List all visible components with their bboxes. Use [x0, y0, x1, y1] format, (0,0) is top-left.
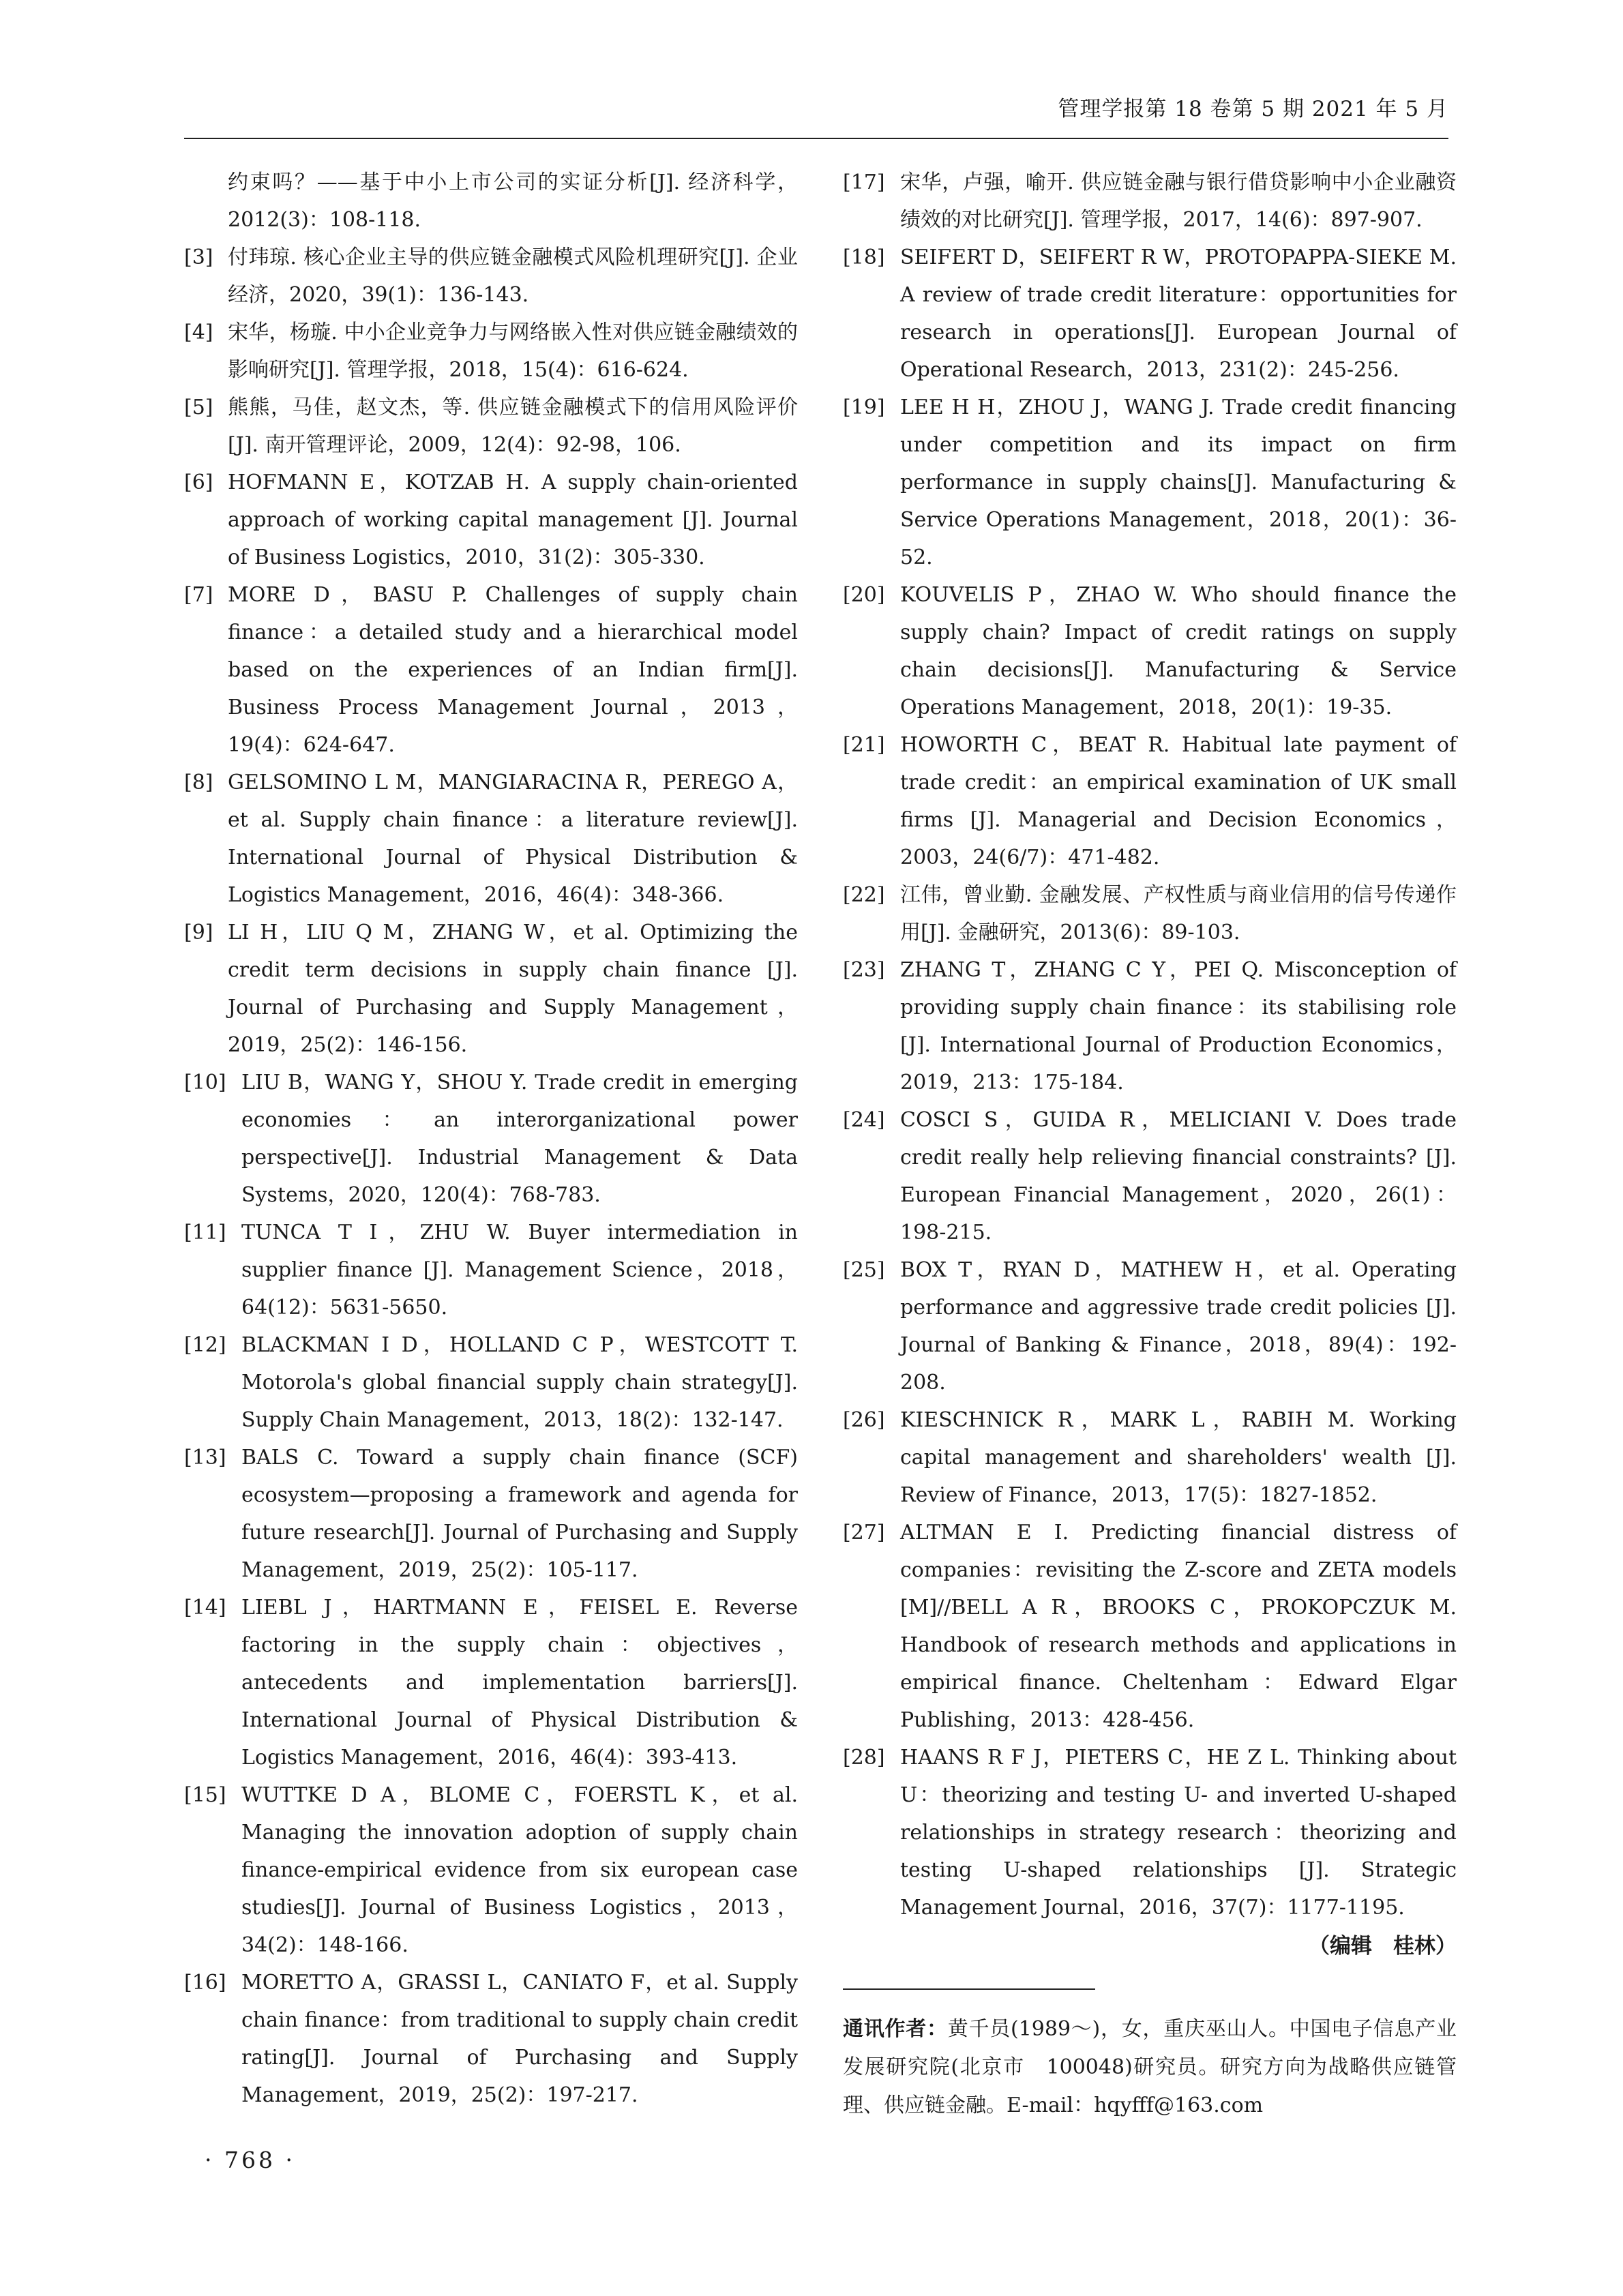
reference-text: HAANS R F J，PIETERS C，HE Z L. Thinking about U：theorizing and testing U- and inverted U-shaped relationships in strategy research：theorizing and testing U-shaped relationships [J]. Strategic Management Journal，2016，37(7)：1177-1195.	[900, 1746, 1457, 1920]
reference-item	[843, 726, 1457, 876]
reference-number: [6]	[184, 471, 213, 494]
reference-item	[184, 1964, 798, 2114]
reference-item	[843, 1739, 1457, 1926]
reference-item	[184, 914, 798, 1064]
reference-number: [27]	[843, 1521, 885, 1545]
reference-number: [22]	[843, 883, 885, 907]
journal-header	[184, 94, 1448, 139]
right-column	[843, 164, 1457, 2125]
reference-item	[184, 1064, 798, 1214]
reference-text: WUTTKE D A，BLOME C，FOERSTL K，et al. Managing the innovation adoption of supply chain finance-empirical evidence from six european case studies[J]. Journal of Business Logistics，2013，34(2)：148-166.	[241, 1783, 798, 1957]
reference-text: 约束吗？——基于中小上市公司的实证分析[J]. 经济科学，2012(3)：108-118.	[228, 170, 798, 232]
reference-item	[843, 576, 1457, 726]
author-note	[843, 2010, 1457, 2125]
reference-text: 付玮琼. 核心企业主导的供应链金融模式风险机理研究[J]. 企业经济，2020，39(1)：136-143.	[228, 245, 798, 307]
reference-text: TUNCA T I，ZHU W. Buyer intermediation in supplier finance [J]. Management Science，2018，64(12)：5631-5650.	[241, 1221, 798, 1320]
reference-text: ALTMAN E I. Predicting financial distress of companies：revisiting the Z-score and ZETA models [M]//BELL A R，BROOKS C，PROKOPCZUK M. Handbook of research methods and applications in empirical finance. Cheltenham：Edward Elgar Publishing，2013：428-456.	[900, 1521, 1457, 1732]
reference-item	[184, 1214, 798, 1326]
reference-number: [18]	[843, 245, 885, 269]
reference-item	[184, 464, 798, 576]
reference-number: [14]	[184, 1596, 226, 1620]
reference-text: 江伟，曾业勤. 金融发展、产权性质与商业信用的信号传递作用[J]. 金融研究，2013(6)：89-103.	[900, 883, 1457, 944]
reference-item	[184, 576, 798, 764]
reference-text: MORE D，BASU P. Challenges of supply chain finance：a detailed study and a hierarchical model based on the experiences of an Indian firm[J]. Business Process Management Journal，2013，19(4)：624-647.	[228, 583, 798, 757]
reference-text: SEIFERT D，SEIFERT R W，PROTOPAPPA-SIEKE M. A review of trade credit literature：opportunities for research in operations[J]. European Journal of Operational Research，2013，231(2)：245-256.	[900, 245, 1457, 382]
reference-text: KIESCHNICK R，MARK L，RABIH M. Working capital management and shareholders' wealth [J]. Review of Finance，2013，17(5)：1827-1852.	[900, 1408, 1457, 1507]
reference-number: [17]	[843, 170, 885, 194]
reference-number: [28]	[843, 1746, 885, 1770]
left-column	[184, 164, 798, 2114]
reference-number: [12]	[184, 1333, 226, 1357]
reference-text: LEE H H，ZHOU J，WANG J. Trade credit financing under competition and its impact on firm performance in supply chains[J]. Manufacturing & Service Operations Management，2018，20(1)：36-52.	[900, 396, 1457, 569]
reference-text: LI H，LIU Q M，ZHANG W，et al. Optimizing the credit term decisions in supply chain finance [J]. Journal of Purchasing and Supply Management，2019，25(2)：146-156.	[228, 921, 798, 1057]
reference-item	[843, 164, 1457, 239]
reference-number: [25]	[843, 1258, 885, 1282]
reference-item	[184, 1589, 798, 1776]
reference-item	[843, 389, 1457, 576]
reference-text: 熊熊，马佳，赵文杰，等. 供应链金融模式下的信用风险评价[J]. 南开管理评论，2009，12(4)：92-98，106.	[228, 396, 798, 457]
reference-item	[843, 239, 1457, 389]
reference-item	[843, 1101, 1457, 1251]
reference-item	[184, 1439, 798, 1589]
reference-text: 宋华，卢强，喻开. 供应链金融与银行借贷影响中小企业融资绩效的对比研究[J]. 管理学报，2017，14(6)：897-907.	[900, 170, 1457, 232]
reference-number: [16]	[184, 1971, 226, 1995]
reference-item	[843, 1251, 1457, 1401]
reference-text: MORETTO A，GRASSI L，CANIATO F，et al. Supply chain finance：from traditional to supply chain credit rating[J]. Journal of Purchasing and Supply Management，2019，25(2)：197-217.	[241, 1971, 798, 2107]
reference-number: [5]	[184, 396, 213, 419]
reference-number: [7]	[184, 583, 213, 607]
reference-item	[843, 1401, 1457, 1514]
reference-text: ZHANG T，ZHANG C Y，PEI Q. Misconception of providing supply chain finance：its stabilising role [J]. International Journal of Production Economics，2019，213：175-184.	[900, 958, 1457, 1094]
footnote-divider	[843, 1988, 1095, 1990]
reference-text: 宋华，杨璇. 中小企业竞争力与网络嵌入性对供应链金融绩效的影响研究[J]. 管理学报，2018，15(4)：616-624.	[228, 320, 798, 382]
reference-item	[184, 764, 798, 914]
reference-item	[184, 389, 798, 464]
reference-text: HOFMANN E，KOTZAB H. A supply chain-oriented approach of working capital management [J]. Journal of Business Logistics，2010，31(2)：305-330.	[228, 471, 798, 569]
reference-number: [15]	[184, 1783, 226, 1807]
reference-item	[184, 1326, 798, 1439]
reference-text: BLACKMAN I D，HOLLAND C P，WESTCOTT T. Motorola's global financial supply chain strategy[J]. Supply Chain Management，2013，18(2)：132-147.	[241, 1333, 798, 1432]
journal-header-text: 管理学报第 18 卷第 5 期 2021 年 5 月	[1058, 97, 1448, 121]
reference-number: [20]	[843, 583, 885, 607]
reference-text: COSCI S，GUIDA R，MELICIANI V. Does trade credit really help relieving financial constraints? [J]. European Financial Management，2020，26(1)：198-215.	[900, 1108, 1457, 1244]
reference-item	[184, 1776, 798, 1964]
reference-number: [23]	[843, 958, 885, 982]
reference-text: GELSOMINO L M，MANGIARACINA R，PEREGO A，et al. Supply chain finance：a literature review[J]. International Journal of Physical Distribution & Logistics Management，2016，46(4)：348-366.	[228, 771, 798, 907]
reference-number: [21]	[843, 733, 885, 757]
author-note-text: 黄千员(1989～)，女，重庆巫山人。中国电子信息产业发展研究院(北京市 100048)研究员。研究方向为战略供应链管理、供应链金融。E-mail：hqyfff@163.com	[843, 2017, 1457, 2117]
editor-credit: （编辑 桂林）	[1309, 1934, 1457, 1958]
reference-text: KOUVELIS P，ZHAO W. Who should finance the supply chain? Impact of credit ratings on supply chain decisions[J]. Manufacturing & Service Operations Management，2018，20(1)：19-35.	[900, 583, 1457, 719]
reference-number: [9]	[184, 921, 213, 944]
reference-item	[184, 314, 798, 389]
reference-number: [24]	[843, 1108, 885, 1132]
reference-item	[843, 876, 1457, 951]
author-note-label: 通讯作者：	[843, 2017, 948, 2041]
reference-item	[184, 164, 798, 239]
reference-text: BOX T，RYAN D，MATHEW H，et al. Operating performance and aggressive trade credit policies [J]. Journal of Banking & Finance，2018，89(4)：192-208.	[900, 1258, 1457, 1395]
reference-number: [26]	[843, 1408, 885, 1432]
reference-item	[843, 1514, 1457, 1739]
page-number: · 768 ·	[205, 2147, 295, 2173]
reference-text: LIU B，WANG Y，SHOU Y. Trade credit in emerging economies：an interorganizational power perspective[J]. Industrial Management & Data Systems，2020，120(4)：768-783.	[241, 1071, 798, 1207]
reference-number: [10]	[184, 1071, 226, 1094]
reference-number: [13]	[184, 1446, 226, 1470]
reference-item	[843, 951, 1457, 1101]
reference-text: BALS C. Toward a supply chain finance (SCF) ecosystem—proposing a framework and agenda for future research[J]. Journal of Purchasing and Supply Management，2019，25(2)：105-117.	[241, 1446, 798, 1582]
reference-text: HOWORTH C，BEAT R. Habitual late payment of trade credit：an empirical examination of UK small firms [J]. Managerial and Decision Economics，2003，24(6/7)：471-482.	[900, 733, 1457, 869]
reference-item	[184, 239, 798, 314]
reference-text: LIEBL J，HARTMANN E，FEISEL E. Reverse factoring in the supply chain：objectives，antecedents and implementation barriers[J]. International Journal of Physical Distribution & Logistics Management，2016，46(4)：393-413.	[241, 1596, 798, 1770]
reference-number: [11]	[184, 1221, 226, 1244]
reference-number: [19]	[843, 396, 885, 419]
reference-number: [8]	[184, 771, 213, 794]
reference-number: [4]	[184, 320, 213, 344]
reference-number: [3]	[184, 245, 213, 269]
